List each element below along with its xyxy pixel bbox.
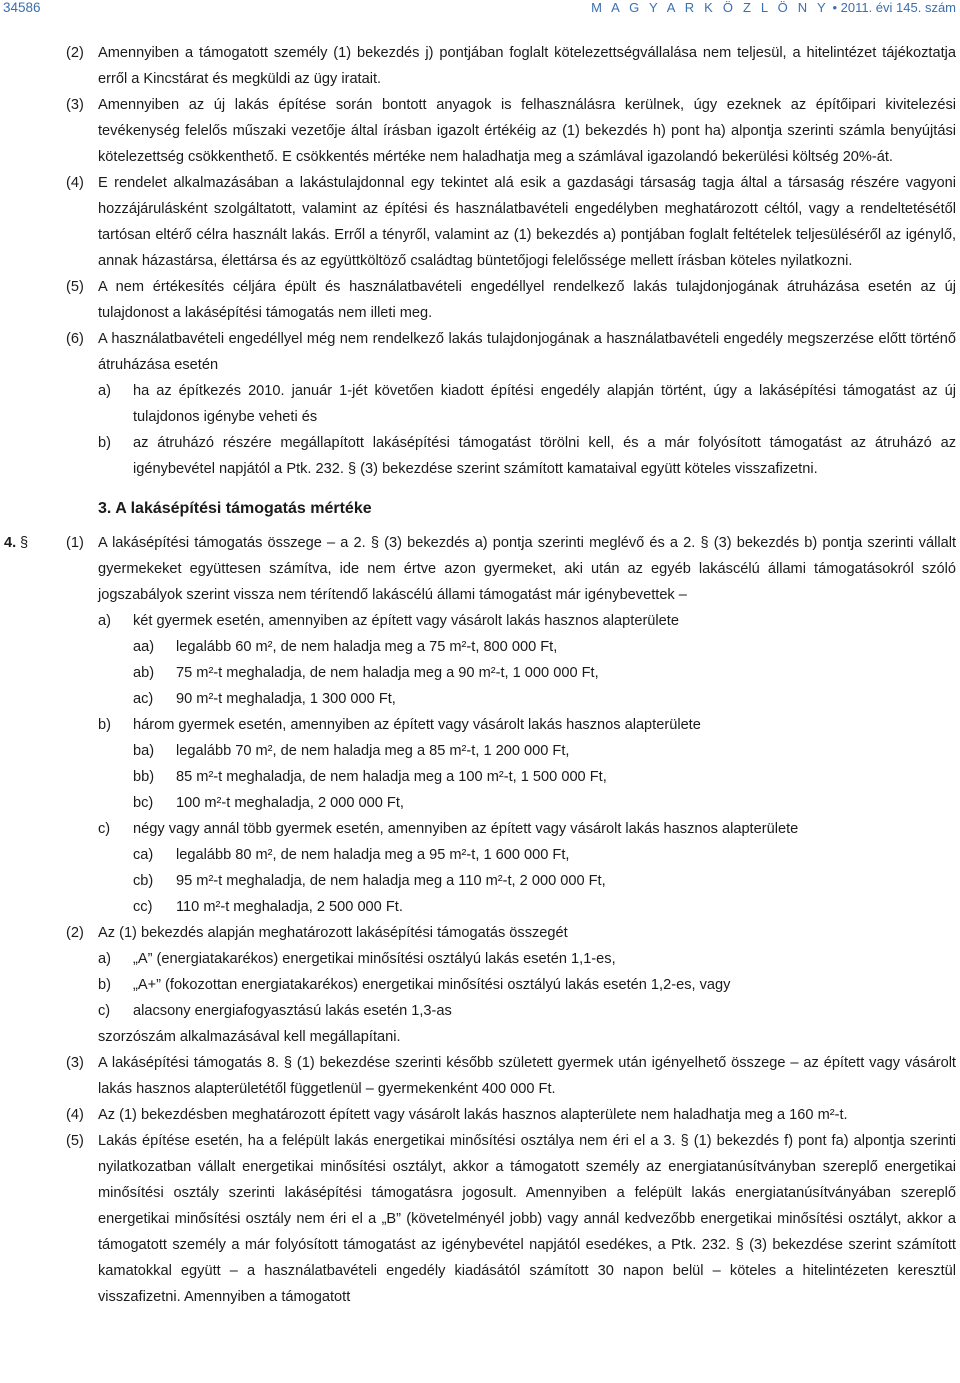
paragraph-text: A lakásépítési támogatás 8. § (1) bekezdése szerinti később született gyermek után igényelhető összege – az épített vagy vásárolt lakás hasznos alapterületétől függetlenül – gyermekenként 400 000 Ft.	[98, 1055, 956, 1097]
paragraph-number: (3)	[66, 1055, 84, 1071]
paragraph-number: (3)	[66, 97, 84, 113]
item-label: b)	[98, 717, 111, 733]
list-item	[0, 946, 960, 972]
paragraph-number: (5)	[66, 1133, 84, 1149]
item-text: az átruházó részére megállapított lakásépítési támogatást törölni kell, és a már folyósított támogatást az átruházó az igénybevétel napjától a Ptk. 232. § (3) bekezdése szerint számított kamataival együtt köteles visszafizetni.	[133, 435, 956, 477]
sub-item	[0, 634, 960, 660]
list-item	[0, 972, 960, 998]
paragraph-text: Az (1) bekezdés alapján meghatározott lakásépítési támogatás összegét	[98, 925, 568, 941]
paragraph-text: Az (1) bekezdésben meghatározott épített vagy vásárolt lakás hasznos alapterülete nem haladhatja meg a 160 m²-t.	[98, 1107, 848, 1123]
s4-paragraph-5	[0, 1128, 960, 1310]
paragraph-6	[0, 326, 960, 378]
paragraph-4	[0, 170, 960, 274]
paragraph-2	[0, 40, 960, 92]
item-text: ha az építkezés 2010. január 1-jét követően kiadott építési engedély alapján történt, úgy a lakásépítési támogatást az új tulajdonos igénybe veheti és	[133, 383, 956, 425]
item-label: ac)	[133, 691, 154, 707]
item-label: bc)	[133, 795, 154, 811]
document-body	[0, 40, 960, 1310]
sub-item	[0, 894, 960, 920]
sub-item	[0, 738, 960, 764]
journal-title: M A G Y A R K Ö Z L Ö N Y	[591, 0, 829, 15]
item-text: 85 m²-t meghaladja, de nem haladja meg a 100 m²-t, 1 500 000 Ft,	[176, 769, 607, 785]
list-item	[0, 378, 960, 430]
paragraph-number: (2)	[66, 925, 84, 941]
item-text: legalább 70 m², de nem haladja meg a 85 m²-t, 1 200 000 Ft,	[176, 743, 570, 759]
list-item	[0, 712, 960, 738]
list-item	[0, 430, 960, 482]
item-text: alacsony energiafogyasztású lakás esetén 1,3-as	[133, 1003, 452, 1019]
item-label: b)	[98, 435, 111, 451]
item-label: a)	[98, 383, 111, 399]
item-label: aa)	[133, 639, 155, 655]
page-number: 34586	[3, 0, 41, 15]
s4-paragraph-1	[0, 530, 960, 608]
item-text: „A+” (fokozottan energiatakarékos) energetikai minősítési osztályú lakás esetén 1,2-es, vagy	[133, 977, 731, 993]
closing-text: szorzószám alkalmazásával kell megállapítani.	[98, 1029, 401, 1045]
list-item	[0, 816, 960, 842]
item-text: „A” (energiatakarékos) energetikai minősítési osztályú lakás esetén 1,1-es,	[133, 951, 616, 967]
paragraph-text: A lakásépítési támogatás összege – a 2. § (3) bekezdés a) pontja szerinti meglévő és a 2. § (3) bekezdés b) pontja szerinti vállalt gyermekeket együttesen számítva, ide nem értve azon gyermeket, aki után az egyéb lakáscélú állami támogatásokról szóló jogszabályok szerint vissza nem térítendő lakáscélú állami támogatást már igénybevettek –	[98, 535, 956, 603]
paragraph-5	[0, 274, 960, 326]
item-label: c)	[98, 1003, 111, 1019]
paragraph-number: (2)	[66, 45, 84, 61]
issue-label: • 2011. évi 145. szám	[832, 0, 956, 15]
sub-item	[0, 842, 960, 868]
item-label: bb)	[133, 769, 155, 785]
paragraph-number: (1)	[66, 535, 84, 551]
item-text: négy vagy annál több gyermek esetén, amennyiben az épített vagy vásárolt lakás hasznos alapterülete	[133, 821, 799, 837]
item-text: 95 m²-t meghaladja, de nem haladja meg a 110 m²-t, 2 000 000 Ft,	[176, 873, 606, 889]
item-label: ca)	[133, 847, 154, 863]
sub-item	[0, 686, 960, 712]
s4-paragraph-2	[0, 920, 960, 946]
sub-item	[0, 790, 960, 816]
item-text: 100 m²-t meghaladja, 2 000 000 Ft,	[176, 795, 404, 811]
paragraph-number: (4)	[66, 1107, 84, 1123]
section-number: 4.	[4, 535, 17, 551]
section-sign: §	[20, 535, 29, 551]
list-item	[0, 998, 960, 1024]
paragraph-number: (5)	[66, 279, 84, 295]
sub-item	[0, 660, 960, 686]
page-header	[0, 0, 960, 22]
list-item	[0, 608, 960, 634]
item-label: ba)	[133, 743, 155, 759]
sub-item	[0, 868, 960, 894]
item-text: 75 m²-t meghaladja, de nem haladja meg a 90 m²-t, 1 000 000 Ft,	[176, 665, 599, 681]
item-text: legalább 60 m², de nem haladja meg a 75 m²-t, 800 000 Ft,	[176, 639, 558, 655]
item-text: legalább 80 m², de nem haladja meg a 95 m²-t, 1 600 000 Ft,	[176, 847, 570, 863]
s4-paragraph-4	[0, 1102, 960, 1128]
item-text: 90 m²-t meghaladja, 1 300 000 Ft,	[176, 691, 396, 707]
s4-paragraph-3	[0, 1050, 960, 1102]
paragraph-text: A nem értékesítés céljára épült és használatbavételi engedéllyel rendelkező lakás tulajdonjogának átruházása esetén az új tulajdonost a lakásépítési támogatás nem illeti meg.	[98, 279, 956, 321]
item-text: 110 m²-t meghaladja, 2 500 000 Ft.	[176, 899, 403, 915]
paragraph-text: Amennyiben az új lakás építése során bontott anyagok is felhasználásra kerülnek, úgy ezeknek az építőipari kivitelezési tevékenység felelős műszaki vezetője által írásban igazolt értékéig az (1) bekezdés h) pont ha) alpontja szerinti számla benyújtási kötelezettség csökkenthető. E csökkentés mértéke nem haladhatja meg a számlával igazolandó bekerülési költség 20%-át.	[98, 97, 956, 165]
item-label: c)	[98, 821, 111, 837]
item-label: a)	[98, 951, 111, 967]
paragraph-number: (6)	[66, 331, 84, 347]
item-label: a)	[98, 613, 111, 629]
paragraph-text: Lakás építése esetén, ha a felépült lakás energetikai minősítési osztálya nem éri el a 3. § (1) bekezdés f) pont fa) alpontja szerinti nyilatkozatban vállalt energetikai minősítési osztályt, akkor a támogatott személy az energiatanúsítványban szereplő energetikai minősítési osztály szerinti lakásépítési támogatásra jogosult. Amennyiben a felépült lakás energiatanúsítványában szereplő energetikai minősítési osztály nem éri el a „B” (követelményél jobb) vagy annál kedvezőbb energetikai minősítési osztályt, akkor a támogatott személy a már folyósított támogatást az igénybevétel napjától esedékes, a Ptk. 232. § (3) bekezdése szerint számított kamatokkal együtt – a használatbavételi engedély kiadásától számított 30 napon belül – köteles a hitelintézeten keresztül visszafizetni. Amennyiben a támogatott	[98, 1133, 956, 1305]
item-label: ab)	[133, 665, 155, 681]
paragraph-text: Amennyiben a támogatott személy (1) bekezdés j) pontjában foglalt kötelezettségvállalása nem teljesül, a hitelintézet tájékoztatja erről a Kincstárat és megküldi az ügy iratait.	[98, 45, 956, 87]
paragraph-text: E rendelet alkalmazásában a lakástulajdonnal egy tekintet alá esik a gazdasági társaság tagja által a társaság részére vagyoni hozzájárulásként szolgáltatott, valamint az építési és használatbavételi engedélyben meghatározott céltól, vagy a rendeltetésétől tartósan eltérő célra használt lakás. Erről a tényről, valamint az (1) bekezdés a) pontjában foglalt feltételek teljesüléséről az igénylő, annak házastársa, élettársa és az együttköltöző családtag büntetőjogi felelőssége mellett írásban köteles nyilatkozni.	[98, 175, 956, 269]
paragraph-number: (4)	[66, 175, 84, 191]
paragraph-text: A használatbavételi engedéllyel még nem rendelkező lakás tulajdonjogának a használatbavételi engedély megszerzése előtt történő átruházása esetén	[98, 331, 956, 373]
item-label: cc)	[133, 899, 153, 915]
sub-item	[0, 764, 960, 790]
section-title: 3. A lakásépítési támogatás mértéke	[98, 500, 372, 517]
item-text: két gyermek esetén, amennyiben az épített vagy vásárolt lakás hasznos alapterülete	[133, 613, 679, 629]
item-label: b)	[98, 977, 111, 993]
item-label: cb)	[133, 873, 154, 889]
item-text: három gyermek esetén, amennyiben az épített vagy vásárolt lakás hasznos alapterülete	[133, 717, 701, 733]
paragraph-3	[0, 92, 960, 170]
journal-header	[591, 0, 956, 15]
